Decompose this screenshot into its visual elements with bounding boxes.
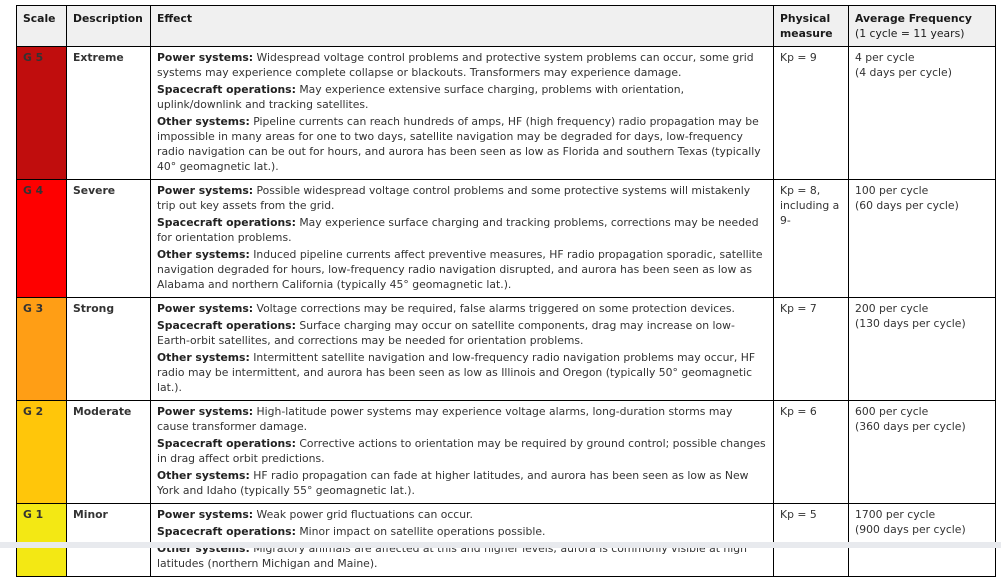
effect-paragraph-power: Power systems: Weak power grid fluctuations can occur. (157, 507, 767, 522)
effect-paragraph-power: Power systems: High-latitude power systems may experience voltage alarms, long-duration storms may cause transformer damage. (157, 404, 767, 434)
effect-cell (151, 47, 774, 180)
scale-badge-g2: G 2 (17, 401, 67, 504)
frequency-header-subtitle: (1 cycle = 11 years) (855, 26, 989, 41)
physical-measure-cell: Kp = 6 (774, 401, 849, 504)
table-row-g5 (17, 47, 996, 180)
frequency-value: 100 per cycle (855, 183, 989, 198)
table-row-g2 (17, 401, 996, 504)
effect-paragraph-spacecraft: Spacecraft operations: May experience extensive surface charging, problems with orientation, uplink/downlink and tracking satellites. (157, 82, 767, 112)
effect-cell (151, 401, 774, 504)
physical-measure-cell: Kp = 8, including a 9- (774, 180, 849, 298)
col-header-effect: Effect (151, 6, 774, 47)
frequency-days: (360 days per cycle) (855, 419, 989, 434)
effect-cell (151, 504, 774, 577)
description-cell: Severe (67, 180, 151, 298)
frequency-days: (130 days per cycle) (855, 316, 989, 331)
frequency-days: (60 days per cycle) (855, 198, 989, 213)
col-header-average-frequency (849, 6, 996, 47)
geomagnetic-storm-scale-table-wrap (16, 5, 996, 577)
effect-cell (151, 180, 774, 298)
frequency-cell (849, 47, 996, 180)
physical-measure-cell: Kp = 5 (774, 504, 849, 577)
header-row (17, 6, 996, 47)
frequency-cell (849, 401, 996, 504)
effect-paragraph-other: Other systems: Pipeline currents can reach hundreds of amps, HF (high frequency) radio propagation may be impossible in many areas for one to two days, satellite navigation may be degraded for days, low-frequency radio navigation can be out for hours, and aurora has been seen as low as Florida and southern Texas (typically 40° geomagnetic lat.). (157, 114, 767, 174)
geomagnetic-storm-scale-table (16, 5, 996, 577)
frequency-days: (900 days per cycle) (855, 522, 989, 537)
scale-badge-g3: G 3 (17, 298, 67, 401)
table-row-g1 (17, 504, 996, 577)
frequency-value: 200 per cycle (855, 301, 989, 316)
frequency-header-title: Average Frequency (855, 12, 972, 25)
frequency-cell (849, 180, 996, 298)
effect-paragraph-other: Other systems: HF radio propagation can fade at higher latitudes, and aurora has been seen as low as New York and Idaho (typically 55° geomagnetic lat.). (157, 468, 767, 498)
description-cell: Extreme (67, 47, 151, 180)
physical-measure-cell: Kp = 9 (774, 47, 849, 180)
effect-paragraph-spacecraft: Spacecraft operations: Surface charging may occur on satellite components, drag may increase on low-Earth-orbit satellites, and corrections may be needed for orientation problems. (157, 318, 767, 348)
effect-paragraph-spacecraft: Spacecraft operations: May experience surface charging and tracking problems, corrections may be needed for orientation problems. (157, 215, 767, 245)
effect-paragraph-spacecraft: Spacecraft operations: Corrective actions to orientation may be required by ground control; possible changes in drag affect orbit predictions. (157, 436, 767, 466)
col-header-description: Description (67, 6, 151, 47)
scale-badge-g1: G 1 (17, 504, 67, 577)
effect-paragraph-power: Power systems: Voltage corrections may be required, false alarms triggered on some protection devices. (157, 301, 767, 316)
scale-badge-g5: G 5 (17, 47, 67, 180)
table-row-g3 (17, 298, 996, 401)
frequency-cell (849, 504, 996, 577)
frequency-cell (849, 298, 996, 401)
description-cell: Moderate (67, 401, 151, 504)
frequency-value: 600 per cycle (855, 404, 989, 419)
description-cell: Minor (67, 504, 151, 577)
frequency-value: 4 per cycle (855, 50, 989, 65)
effect-paragraph-power: Power systems: Widespread voltage control problems and protective system problems can occur, some grid systems may experience complete collapse or blackouts. Transformers may experience damage. (157, 50, 767, 80)
effect-paragraph-other: Other systems: Intermittent satellite navigation and low-frequency radio navigation problems may occur, HF radio may be intermittent, and aurora has been seen as low as Illinois and Oregon (typically 50° geomagnetic lat.). (157, 350, 767, 395)
table-row-g4 (17, 180, 996, 298)
description-cell: Strong (67, 298, 151, 401)
physical-measure-cell: Kp = 7 (774, 298, 849, 401)
frequency-days: (4 days per cycle) (855, 65, 989, 80)
frequency-value: 1700 per cycle (855, 507, 989, 522)
col-header-scale: Scale (17, 6, 67, 47)
effect-cell (151, 298, 774, 401)
effect-paragraph-other: Other systems: Induced pipeline currents affect preventive measures, HF radio propagation sporadic, satellite navigation degraded for hours, low-frequency radio navigation disrupted, and aurora has been seen as low as Alabama and northern California (typically 45° geomagnetic lat.). (157, 247, 767, 292)
page-bottom-strip (0, 542, 1001, 548)
col-header-physical-measure: Physical measure (774, 6, 849, 47)
effect-paragraph-other: Other systems: Migratory animals are affected at this and higher levels; aurora is commonly visible at high latitudes (northern Michigan and Maine). (157, 541, 767, 571)
effect-paragraph-power: Power systems: Possible widespread voltage control problems and some protective systems will mistakenly trip out key assets from the grid. (157, 183, 767, 213)
scale-badge-g4: G 4 (17, 180, 67, 298)
effect-paragraph-spacecraft: Spacecraft operations: Minor impact on satellite operations possible. (157, 524, 767, 539)
